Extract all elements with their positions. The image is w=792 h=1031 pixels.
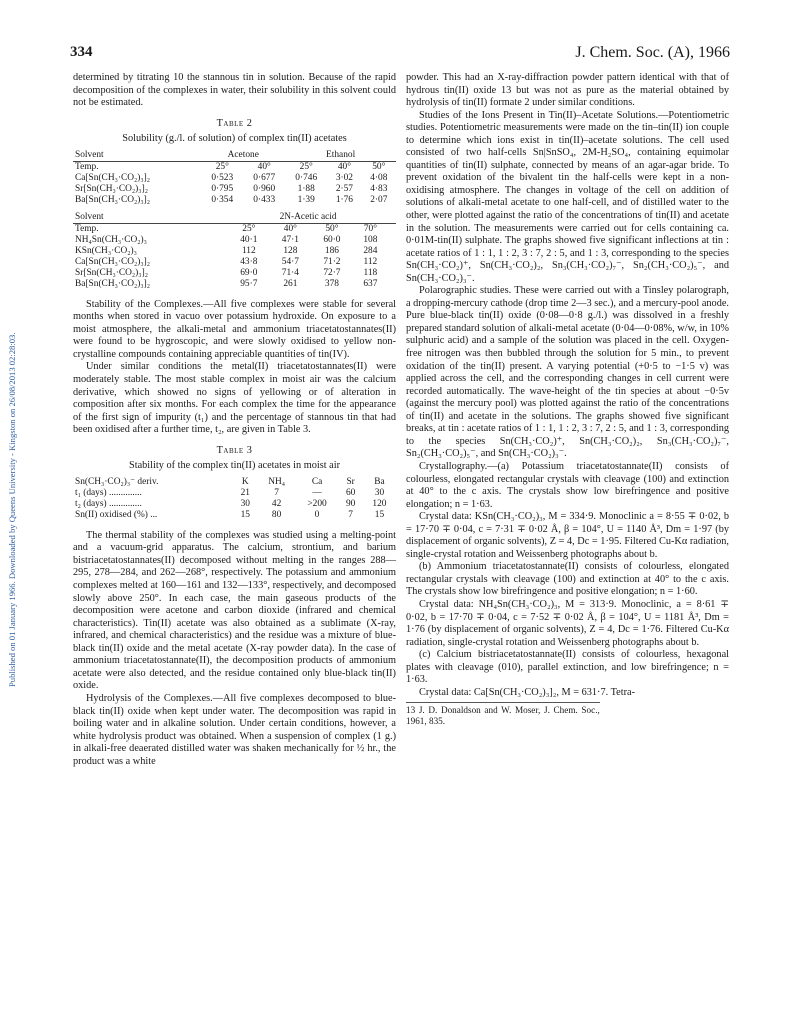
- solubility-value: 186: [324, 245, 339, 256]
- stability-value: 42: [271, 498, 282, 509]
- stability-value: 80: [271, 509, 282, 520]
- column-header: K: [241, 476, 249, 487]
- temp-header: 25°: [228, 223, 270, 235]
- paragraph: Hydrolysis of the Complexes.—All five complexes decomposed to blue-black tin(II) oxide when kept under water. The decomposition was rapid in boiling water and in alkaline solution. Under certain conditions, however, a white hydrolysis product was obtained. When a suspension of complex (1 g.) in alkali-free deaerated distilled water was shaken mechanically for ½ hr., the product was a white: [73, 692, 396, 767]
- solubility-value: 0·795: [211, 183, 234, 194]
- compound-name: Sr[Sn(CH₃·CO₂)₃]₂: [75, 183, 148, 194]
- paragraph: Crystal data: Ca[Sn(CH₃·CO₂)₃]₂, M = 631·7. Tetra-: [419, 686, 636, 698]
- solubility-value: 0·746: [295, 172, 318, 183]
- solubility-value: 284: [363, 245, 378, 256]
- row-label: t₁ (days) ..............: [75, 487, 142, 498]
- paragraph: Studies of the Ions Present in Tin(II)–Acetate Solutions.—Potentiometric studies. Potentiometric measurements were made on the tin–tin(II) ion couple to determine which ions exist in tin(II)–acetate solutions. The cell used consisted of two half-cells Sn|SnSO₄, 2M-H₂SO₄, containing equimolar quantities of tin(II) sulphate, connected by means of an agar-agar bride. To prevent oxidation of the bivalent tin the half-cells were kept in a non-oxidising atmosphere. The changes in voltage of the cell on addition of solutions of alkali-metal acetate to one half-cell, and of distilled water to the other, were plotted against the ratio of the concentrations of tin(II) and acetate in the solution. The measurements were carried out for cells containing ca. 0·01M-tin(II) sulphate. The graphs showed five significant inflections at tin : acetate ratios of 1 : 1, 1 : 2, 3 : 7, 2 : 5, and 1 : 3, corresponding to the species Sn(CH₃·CO₂)⁺, Sn(CH₃·CO₂)₂, Sn₃(CH₃·CO₂)₇⁻, Sn₂(CH₃·CO₂)₅⁻, and Sn(CH₃·CO₂)₃⁻.: [406, 109, 729, 284]
- solubility-value: 4·83: [370, 183, 388, 194]
- solubility-value: 112: [363, 256, 378, 267]
- temp-header: 40°: [327, 161, 361, 173]
- solubility-value: 40·1: [240, 234, 258, 245]
- solubility-value: 108: [363, 234, 378, 245]
- stability-value: 60: [345, 487, 356, 498]
- table-row: [73, 173, 396, 184]
- stability-value: 15: [240, 509, 250, 520]
- table2-solubility-acetic: [73, 212, 396, 290]
- temp-header: 25°: [201, 161, 243, 173]
- stability-value: 7: [274, 487, 279, 498]
- temp-header: 50°: [311, 223, 353, 235]
- stability-value: 120: [372, 498, 387, 509]
- stability-value: 21: [240, 487, 250, 498]
- paragraph: The thermal stability of the complexes was studied using a melting-point and a vacuum-grid apparatus. The calcium, strontium, and barium bistriacetatostannates(II) decomposed without melting in the ranges 288—295, 278—284, and 262—268°, respectively. The potassium and ammonium complexes melted at 160—161 and 132—133°, respectively, and decomposed slowly above 250°. In each case, the main gaseous products of the decomposition were acetone and carbon dioxide (infrared and chemical characteristics). Tin(II) acetate was also obtained as a sublimate (X-ray, infrared, and chemical characteristics) and the residue was a mixture of blue-black tin(II) oxide and the metal acetate (X-ray powder data). In the case of ammonium triacetatostannate(II), the decomposition products of ammonium acetate were also detected, and the residue contained only blue-black tin(II) oxide.: [73, 529, 396, 692]
- stability-value: 0: [314, 509, 320, 520]
- table2-solubility: [73, 150, 396, 206]
- group-acetone: Acetone: [201, 150, 285, 162]
- compound-name: NH₄Sn(CH₃·CO₂)₃: [75, 234, 147, 245]
- solvent-label: Solvent: [75, 149, 104, 160]
- column-header: Sr: [346, 476, 355, 487]
- solubility-value: 378: [324, 278, 339, 289]
- stability-value: —: [312, 487, 322, 498]
- compound-name: Sr[Sn(CH₃·CO₂)₃]₂: [75, 267, 148, 278]
- compound-name: KSn(CH₃·CO₂)₃: [75, 245, 137, 256]
- solubility-value: 69·0: [240, 267, 258, 278]
- table-row: [73, 184, 396, 195]
- solubility-value: 3·02: [335, 172, 353, 183]
- solubility-value: 95·7: [240, 278, 258, 289]
- compound-name: Ca[Sn(CH₃·CO₂)₃]₂: [75, 256, 151, 267]
- group-acetic: 2N-Acetic acid: [228, 212, 388, 224]
- column-header: Ba: [374, 476, 385, 487]
- table-row: [73, 257, 396, 268]
- solubility-value: 0·354: [211, 194, 234, 205]
- solvent-label: Solvent: [75, 211, 104, 222]
- paragraph: Crystallography.—(a) Potassium triacetatostannate(II) consists of colourless, elongated rectangular crystals with cleavage (100) and extinction at 40° to the c axis. The crystals show low birefringence and positive elongation; n = 1·63.: [406, 460, 729, 510]
- solubility-value: 0·523: [211, 172, 234, 183]
- solubility-value: 71·2: [323, 256, 341, 267]
- solubility-value: 0·433: [253, 194, 276, 205]
- table-row: [73, 195, 396, 206]
- table-row: [73, 268, 396, 279]
- stability-value: 7: [348, 509, 353, 520]
- compound-name: Ca[Sn(CH₃·CO₂)₃]₂: [75, 172, 151, 183]
- stability-value: 30: [240, 498, 250, 509]
- temp-header: 70°: [353, 223, 388, 235]
- solubility-value: 72·7: [323, 267, 341, 278]
- table2-caption: Solubility (g./l. of solution) of complex tin(II) acetates: [122, 133, 347, 145]
- temp-header: 40°: [243, 161, 285, 173]
- group-ethanol: Ethanol: [285, 150, 396, 162]
- footnote: 13 J. D. Donaldson and W. Moser, J. Chem. Soc., 1961, 835.: [406, 702, 600, 727]
- temp-header: 50°: [362, 161, 396, 173]
- stability-value: 15: [374, 509, 385, 520]
- table3-stability: [73, 477, 396, 521]
- temp-label: Temp.: [73, 161, 201, 173]
- stability-value: 90: [345, 498, 356, 509]
- table2-title: Table 2: [216, 117, 253, 129]
- table3-title: Table 3: [216, 444, 253, 456]
- right-column: [406, 72, 729, 727]
- table-row: [73, 499, 396, 510]
- table3-head-label: Sn(CH₃·CO₂)₃⁻ deriv.: [75, 476, 159, 487]
- column-header: Ca: [311, 476, 323, 487]
- temp-header: 25°: [285, 161, 327, 173]
- solubility-value: 1·76: [335, 194, 353, 205]
- download-watermark: Published on 01 January 1966. Downloaded by Queens University - Kingston on 26/08/2013 02:28:03.: [7, 332, 17, 688]
- table-row: [73, 246, 396, 257]
- paragraph: Crystal data: KSn(CH₃·CO₂)₃, M = 334·9. Monoclinic a = 8·55 ∓ 0·02, b = 17·70 ∓ 0·04, c = 7·31 ∓ 0·02 Å, β = 104°, U = 1140 Å³, Dm = 1·97 (by displacement of organic solvents), Z = 4, Dc = 1·95. Filtered Cu-Kα radiation, single-crystal rotation and Weissenberg photographs about b.: [406, 511, 729, 560]
- paragraph: Stability of the Complexes.—All five complexes were stable for several months when stored in vacuo over potassium hydroxide. On exposure to a moist atmosphere, the alkali-metal and ammonium triacetatostannates(II) were found to be hygroscopic, and were slowly oxidised to yellow non-crystalline compounds containing appreciable quantities of tin(IV).: [73, 298, 396, 360]
- solubility-value: 71·4: [281, 267, 299, 278]
- temp-label: Temp.: [73, 223, 228, 235]
- solubility-value: 54·7: [281, 256, 299, 267]
- compound-name: Ba[Sn(CH₃·CO₂)₃]₂: [75, 194, 151, 205]
- left-column: [73, 72, 396, 768]
- solubility-value: 4·08: [370, 172, 388, 183]
- row-label: Sn(II) oxidised (%) ...: [75, 509, 158, 520]
- table-row: [73, 279, 396, 290]
- paragraph: (c) Calcium bistriacetatostannate(II) consists of colourless, hexagonal plates with cleavage (010), parallel extinction, and low birefringence; n = 1·63.: [406, 649, 729, 686]
- solubility-value: 0·677: [253, 172, 276, 183]
- table-row: [73, 235, 396, 246]
- table-row: [73, 488, 396, 499]
- solubility-value: 112: [241, 245, 256, 256]
- stability-value: >200: [307, 498, 327, 509]
- solubility-value: 637: [363, 278, 378, 289]
- journal-header: J. Chem. Soc. (A), 1966: [575, 44, 730, 61]
- solubility-value: 128: [283, 245, 298, 256]
- solubility-value: 2·57: [335, 183, 353, 194]
- solubility-value: 60·0: [323, 234, 341, 245]
- row-label: t₂ (days) ..............: [75, 498, 142, 509]
- paragraph: determined by titrating 10 the stannous tin in solution. Because of the rapid decomposition of the complexes in water, their solubility in this solvent could not be estimated.: [73, 72, 396, 109]
- table-row: [73, 510, 396, 521]
- column-header: NH₄: [268, 476, 285, 487]
- paragraph: Crystal data: NH₄Sn(CH₃·CO₂)₃, M = 313·9. Monoclinic, a = 8·61 ∓ 0·02, b = 17·70 ∓ 0·04, c = 7·52 ∓ 0·02 Å, β = 104°, U = 1181 Å³, Dm = 1·76 (by displacement of organic solvents), Z = 4, Dc = 1·76. Filtered Cu-Kα radiation, single-crystal rotation and Weissenberg photographs about b.: [406, 598, 729, 648]
- page-number: 334: [70, 44, 93, 60]
- paragraph: powder. This had an X-ray-diffraction powder pattern identical with that of hydrous tin(II) oxide 13 but was not as pure as the material obtained by hydrolysis of tin(II) formate 2 under similar conditions.: [406, 72, 729, 109]
- paragraph: Under similar conditions the metal(II) triacetatostannates(II) were moderately stable. The most stable complex in moist air was the calcium derivative, which showed no signs of yellowing or of alteration in composition after six months. For each complex the time for the appearance of the first sign of impurity (t₁) and the percentage of stannous tin that had been oxidised after a further time, t₂, are given in Table 3.: [73, 361, 396, 436]
- solubility-value: 261: [283, 278, 298, 289]
- solubility-value: 43·8: [240, 256, 258, 267]
- stability-value: 30: [374, 487, 385, 498]
- solubility-value: 47·1: [281, 234, 299, 245]
- solubility-value: 2·07: [370, 194, 388, 205]
- paragraph: (b) Ammonium triacetatostannate(II) consists of colourless, elongated rectangular crystals with cleavage (100) and extinction at 40° to the c axis. The crystals show low birefringence and positive elongation; n = 1·60.: [406, 561, 729, 598]
- temp-header: 40°: [270, 223, 312, 235]
- paragraph: Polarographic studies. These were carried out with a Tinsley polarograph, a dropping-mercury cathode (drop time 2—3 sec.), and a mercury-pool anode. Pure blue-black tin(II) oxide (0·08—0·8 g./l.) was dissolved in a freshly prepared standard solution of alkali-metal acetate (0·04—0·08%, w/w, in 10% sulphuric acid) and a sample of the solution was placed in the cell. Oxygen-free nitrogen was then bubbled through the solution for 5 min., to prevent oxidation of the tin(II) present. A varying potential (+0·5 to −1·5 v) was applied across the cell, and the corresponding changes in cell current were recorded automatically. The wave-height of the tin species at about −0·5v (against the mercury pool) was plotted against the ratio of the concentrations of tin(II) and acetate in the solutions. The graphs showed five significant breaks, at tin : acetate ratios of 1 : 1, 1 : 2, 3 : 7, 2 : 5, and 1 : 3, corresponding to the species Sn(CH₃·CO₂)⁺, Sn(CH₃·CO₂)₂, Sn₃(CH₃·CO₂)₇⁻, Sn₂(CH₃·CO₂)₅⁻, and Sn(CH₃·CO₂)₃⁻.: [406, 285, 729, 460]
- table3-caption: Stability of the complex tin(II) acetates in moist air: [128, 460, 341, 472]
- solubility-value: 1·39: [297, 194, 315, 205]
- solubility-value: 0·960: [253, 183, 276, 194]
- compound-name: Ba[Sn(CH₃·CO₂)₃]₂: [75, 278, 151, 289]
- solubility-value: 1·88: [297, 183, 315, 194]
- solubility-value: 118: [363, 267, 378, 278]
